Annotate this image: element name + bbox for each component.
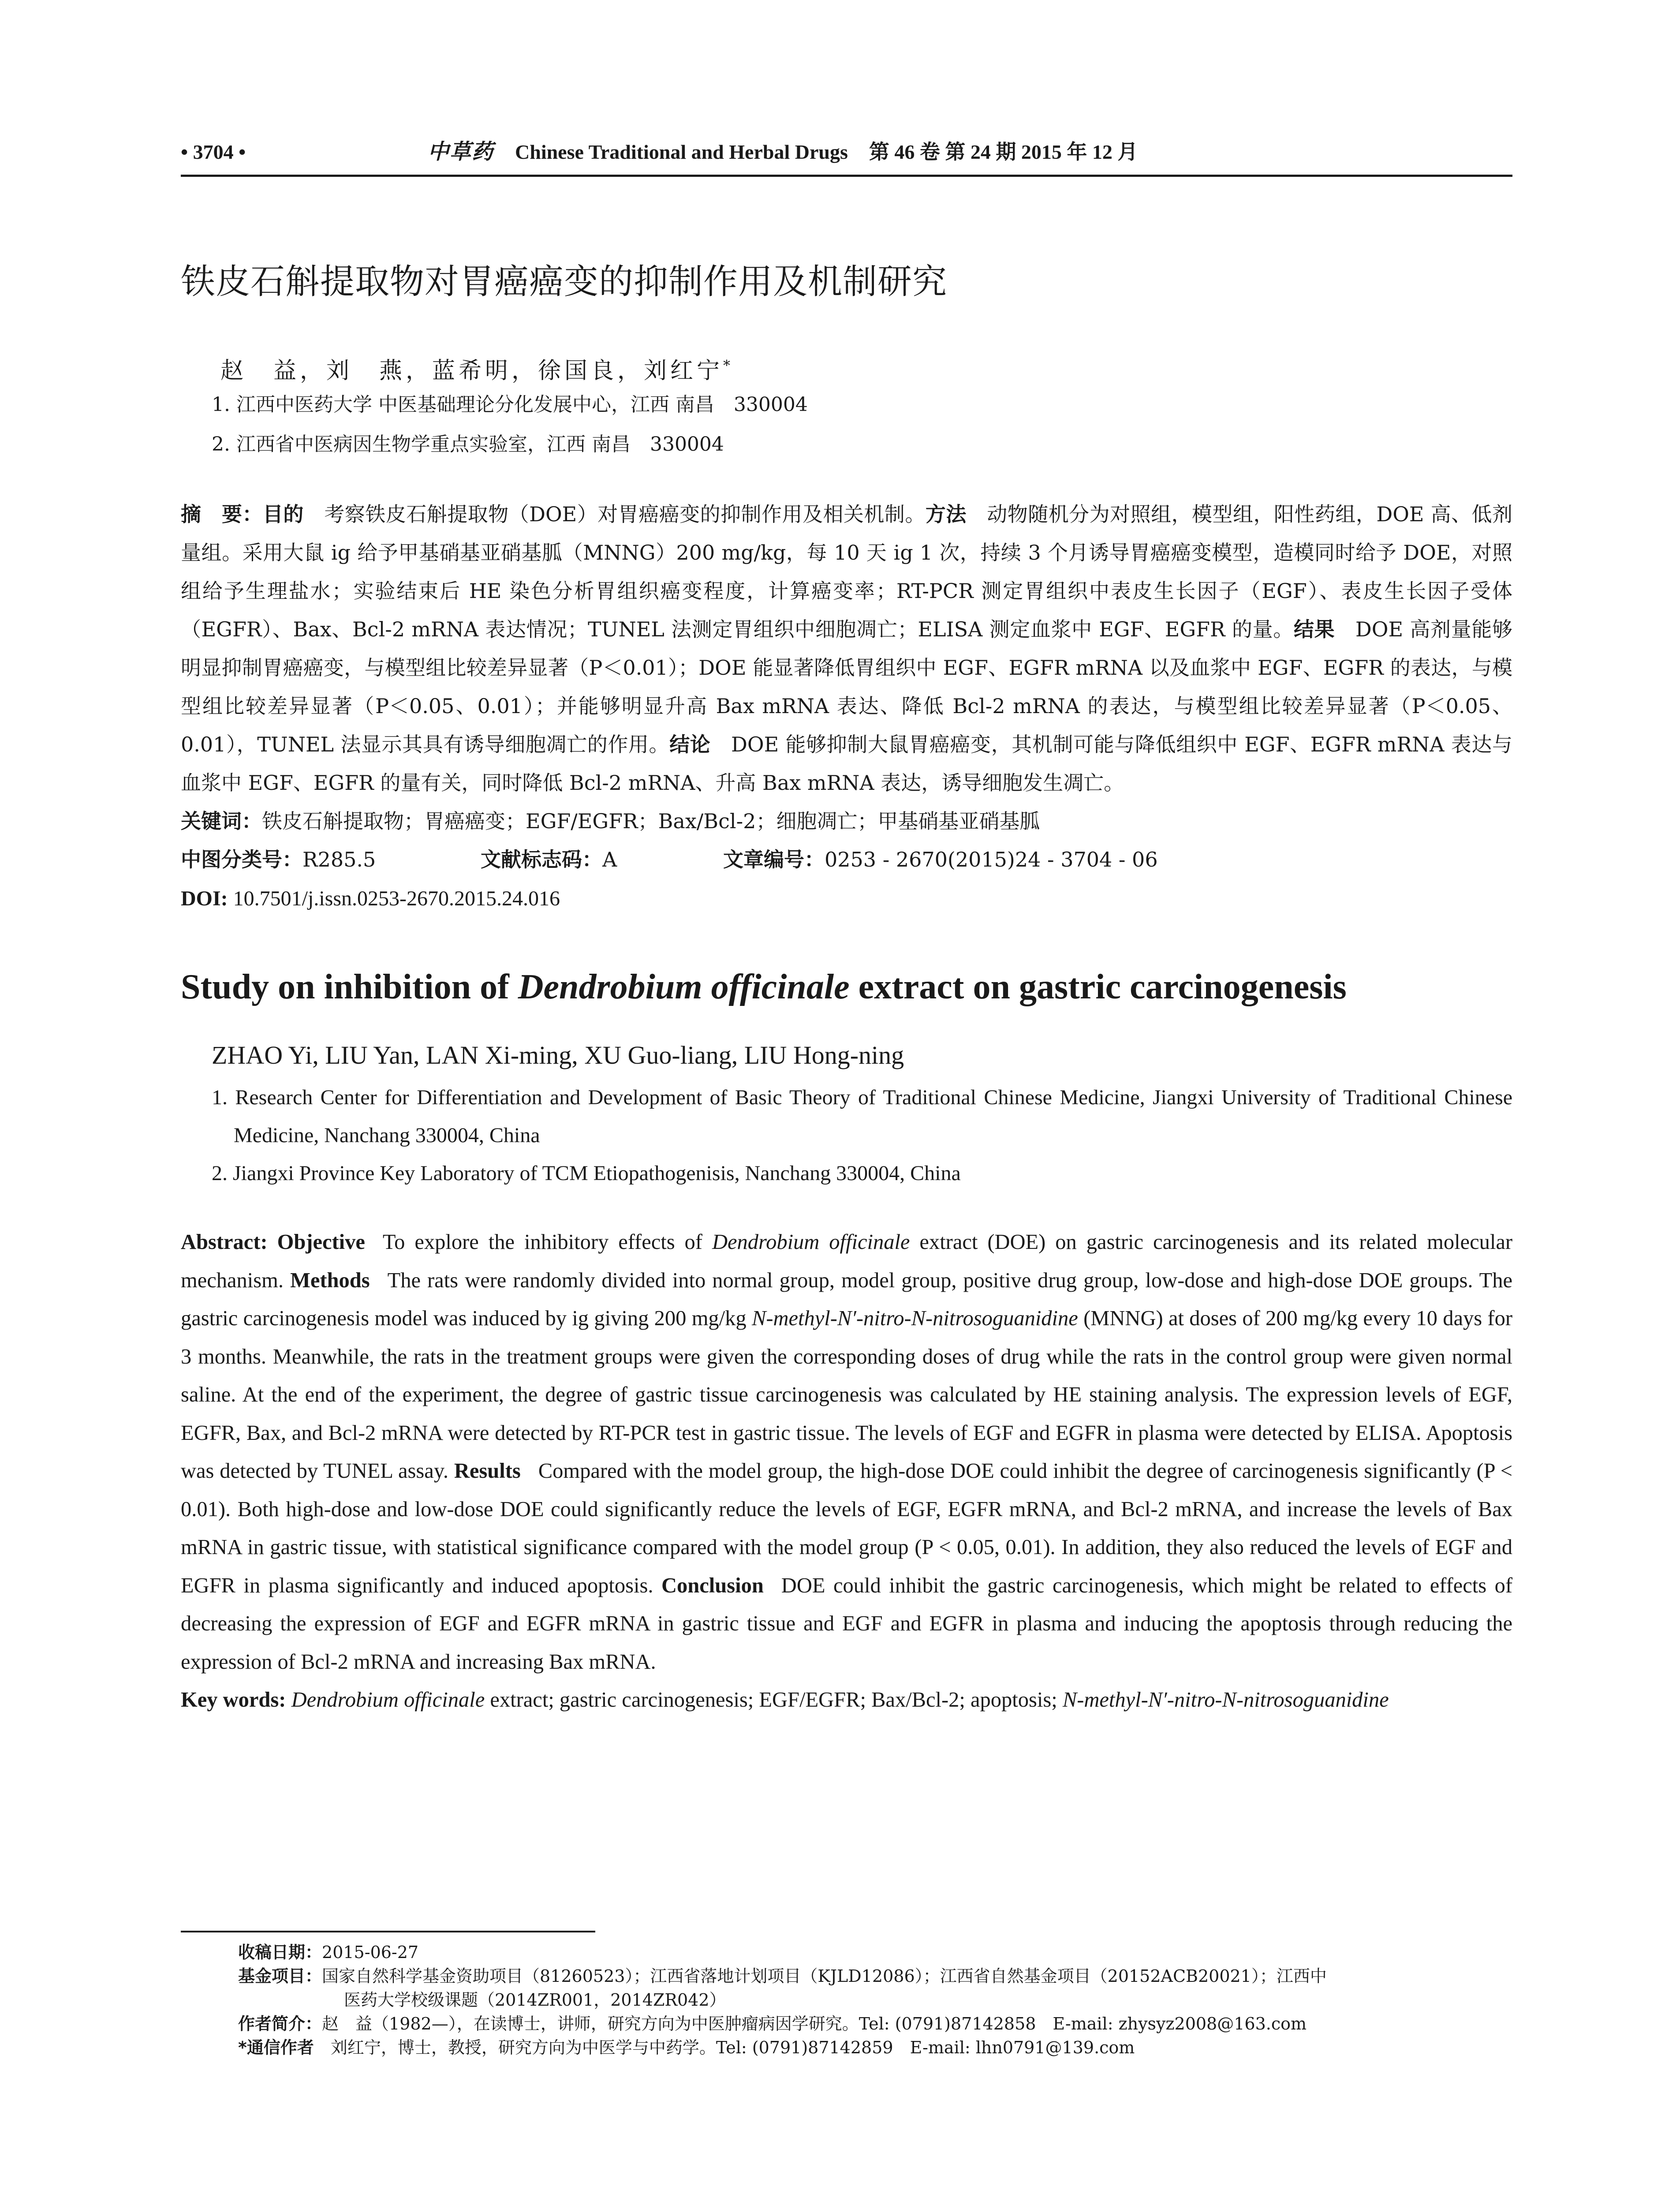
english-affiliation-1: 1. Research Center for Differentiation and Development of Basic Theory of Traditional Chinese Medicine, Jiangxi University of Traditional Chinese Medicine, Nanchang 330004, China: [212, 1086, 1512, 1147]
page-number: • 3704 •: [181, 141, 246, 163]
english-methods-text-1: The rats were randomly divided into normal group, model group, positive drug group, low-dose and high-dose DOE groups. The gastric carcinogenesis model was induced by ig giving 200 mg/kg: [181, 1268, 1513, 1330]
article-no-value: 0253 - 2670(2015)24 - 3704 - 06: [825, 848, 1158, 871]
received-label: 收稿日期：: [238, 1943, 322, 1962]
doi-label: DOI:: [181, 887, 228, 910]
english-objective-text-1: To explore the inhibitory effects of: [382, 1230, 712, 1254]
footnote-rule: [181, 1931, 595, 1932]
english-results-label: Results: [454, 1459, 521, 1483]
running-header: [181, 135, 1512, 165]
received-date: [181, 1940, 1512, 1964]
journal-issue: 第 46 卷 第 24 期 2015 年 12 月: [869, 141, 1138, 163]
objective-label: 目的: [262, 502, 304, 526]
conclusion-label: 结论: [669, 733, 711, 756]
journal-name: Chinese Traditional and Herbal Drugs: [515, 141, 848, 163]
chinese-abstract: [181, 495, 1512, 802]
article-page: [181, 135, 1512, 1719]
english-title-species: Dendrobium officinale: [518, 968, 850, 1006]
english-objective-label: Abstract: Objective: [181, 1230, 365, 1254]
fund-info: [181, 1964, 1512, 1988]
classification-row: [181, 841, 1512, 879]
english-title: [181, 967, 1512, 1007]
english-keywords: [181, 1681, 1512, 1719]
chinese-affiliation-2: 2. 江西省中医病因生物学重点实验室，江西 南昌 330004: [212, 433, 724, 456]
english-keywords-text: extract; gastric carcinogenesis; EGF/EGFR; Bax/Bcl-2; apoptosis;: [485, 1688, 1063, 1712]
chinese-authors: [220, 352, 1512, 385]
english-keywords-species: Dendrobium officinale: [291, 1688, 485, 1712]
english-keywords-label: Key words:: [181, 1688, 286, 1712]
received-value: 2015-06-27: [322, 1943, 419, 1962]
author-bio: [181, 2012, 1512, 2036]
english-results-text: Compared with the model group, the high-dose DOE could inhibit the degree of carcinogenesis significantly (P < 0.01). Both high-dose and low-dose DOE could significantly reduce the levels of EGF, EGFR mRNA, and Bcl-2 mRNA, and increase the levels of Bax mRNA in gastric tissue, with statistical significance compared with the model group (P < 0.05, 0.01). In addition, they also reduced the levels of EGF and EGFR in plasma significantly and induced apoptosis.: [181, 1459, 1513, 1597]
clc-label: 中图分类号：: [181, 848, 302, 871]
english-conclusion-text: DOE could inhibit the gastric carcinogenesis, which might be related to effects of decreasing the expression of EGF and EGFR mRNA in gastric tissue and EGF and EGFR in plasma and inducing the apoptosis through reducing the expression of Bcl-2 mRNA and increasing Bax mRNA.: [181, 1573, 1512, 1674]
corresponding-mark: *: [723, 357, 731, 374]
english-authors: ZHAO Yi, LIU Yan, LAN Xi-ming, XU Guo-liang, LIU Hong-ning: [212, 1041, 904, 1069]
english-abstract: [181, 1223, 1512, 1681]
article-no-label: 文章编号：: [723, 848, 825, 871]
header-rule: [181, 175, 1512, 177]
fund-text-1: 国家自然科学基金资助项目（81260523）；江西省落地计划项目（KJLD12086）；江西省自然基金项目（20152ACB20021）；江西中: [322, 1966, 1327, 1986]
clc-value: R285.5: [302, 848, 376, 871]
author-bio-label: 作者简介：: [238, 2014, 322, 2033]
doi-line: [181, 879, 1512, 919]
objective-text: 考察铁皮石斛提取物（DOE）对胃癌癌变的抑制作用及相关机制。: [303, 502, 926, 526]
english-keywords-compound: N-methyl-N′-nitro-N-nitrosoguanidine: [1062, 1688, 1389, 1712]
abstract-label: 摘 要：: [181, 502, 263, 526]
doc-code-field: [481, 841, 723, 879]
doc-code-value: A: [602, 848, 617, 871]
english-conclusion-label: Conclusion: [661, 1573, 764, 1597]
chinese-title: 铁皮石斛提取物对胃癌癌变的抑制作用及机制研究: [181, 262, 948, 302]
english-methods-text-2: (MNNG) at doses of 200 mg/kg every 10 days for 3 months. Meanwhile, the rats in the treatment groups were given the corresponding doses of drug while the rats in the control group were given normal saline. At the end of the experiment, the degree of gastric tissue carcinogenesis was calculated by HE staining analysis. The expression levels of EGF, EGFR, Bax, and Bcl-2 mRNA were detected by RT-PCR test in gastric tissue. The levels of EGF and EGFR in plasma were detected by ELISA. Apoptosis was detected by TUNEL assay.: [181, 1307, 1512, 1483]
keywords-label: 关键词：: [181, 809, 262, 833]
chinese-author-list: 赵 益，刘 燕，蓝希明，徐国良，刘红宁: [220, 358, 724, 384]
english-affiliation-2: 2. Jiangxi Province Key Laboratory of TCM Etiopathogenisis, Nanchang 330004, China: [212, 1162, 961, 1185]
english-title-part-2: extract on gastric carcinogenesis: [849, 968, 1347, 1006]
article-no-field: [723, 841, 1158, 879]
doc-code-label: 文献标志码：: [481, 848, 602, 871]
corresponding-label: *通信作者: [238, 2038, 314, 2057]
methods-text: 动物随机分为对照组，模型组，阳性药组，DOE 高、低剂量组。采用大鼠 ig 给予甲基硝基亚硝基胍（MNNG）200 mg/kg，每 10 天 ig 1 次，持续 3 个月诱导胃癌癌变模型，造模同时给予 DOE，对照组给予生理盐水；实验结束后 HE 染色分析胃组织癌变程度，计算癌变率；RT-PCR 测定胃组织中表皮生长因子（EGF）、表皮生长因子受体（EGFR）、Bax、Bcl-2 mRNA 表达情况；TUNEL 法测定胃组织中细胞凋亡；ELISA 测定血浆中 EGF、EGFR 的量。: [181, 502, 1513, 641]
doi-value[interactable]: 10.7501/j.issn.0253-2670.2015.24.016: [233, 887, 560, 910]
footnotes: [181, 1940, 1512, 2059]
keywords-text: 铁皮石斛提取物；胃癌癌变；EGF/EGFR；Bax/Bcl-2；细胞凋亡；甲基硝基亚硝基胍: [262, 809, 1040, 833]
english-methods-label: Methods: [290, 1268, 370, 1292]
corresponding-text: 刘红宁，博士，教授，研究方向为中医学与中药学。Tel: (0791)87142859 E-mail: lhn0791@139.com: [314, 2038, 1135, 2057]
english-title-part-1: Study on inhibition of: [181, 968, 518, 1006]
results-label: 结果: [1293, 617, 1335, 641]
chinese-affiliation-1: 1. 江西中医药大学 中医基础理论分化发展中心，江西 南昌 330004: [212, 393, 808, 416]
author-bio-text: 赵 益（1982—），在读博士，讲师，研究方向为中医肿瘤病因学研究。Tel: (0791)87142858 E-mail: zhysyz2008@163.com: [322, 2014, 1307, 2033]
fund-info-continued: 医药大学校级课题（2014ZR001，2014ZR042）: [344, 1990, 726, 2010]
english-objective-text-2: extract (DOE) on gastric carcinogenesis and its related molecular mechanism.: [181, 1230, 1513, 1292]
english-methods-compound: N-methyl-N′-nitro-N-nitrosoguanidine: [751, 1307, 1078, 1330]
fund-label: 基金项目：: [238, 1966, 322, 1986]
conclusion-text: DOE 能够抑制大鼠胃癌癌变，其机制可能与降低组织中 EGF、EGFR mRNA 表达与血浆中 EGF、EGFR 的量有关，同时降低 Bcl-2 mRNA、升高 Bax mRNA 表达，诱导细胞发生凋亡。: [181, 733, 1512, 795]
methods-label: 方法: [925, 502, 967, 526]
results-text: DOE 高剂量能够明显抑制胃癌癌变，与模型组比较差异显著（P＜0.01）；DOE 能显著降低胃组织中 EGF、EGFR mRNA 以及血浆中 EGF、EGFR 的表达，与模型组比较差异显著（P＜0.05、0.01）；并能够明显升高 Bax mRNA 表达、降低 Bcl-2 mRNA 的表达，与模型组比较差异显著（P＜0.05、0.01），TUNEL 法显示其具有诱导细胞凋亡的作用。: [181, 617, 1513, 756]
journal-logo: 中草药: [428, 139, 494, 164]
clc-field: [181, 841, 481, 879]
chinese-keywords: [181, 802, 1512, 841]
corresponding-author: [181, 2036, 1512, 2059]
english-objective-species: Dendrobium officinale: [712, 1230, 910, 1254]
